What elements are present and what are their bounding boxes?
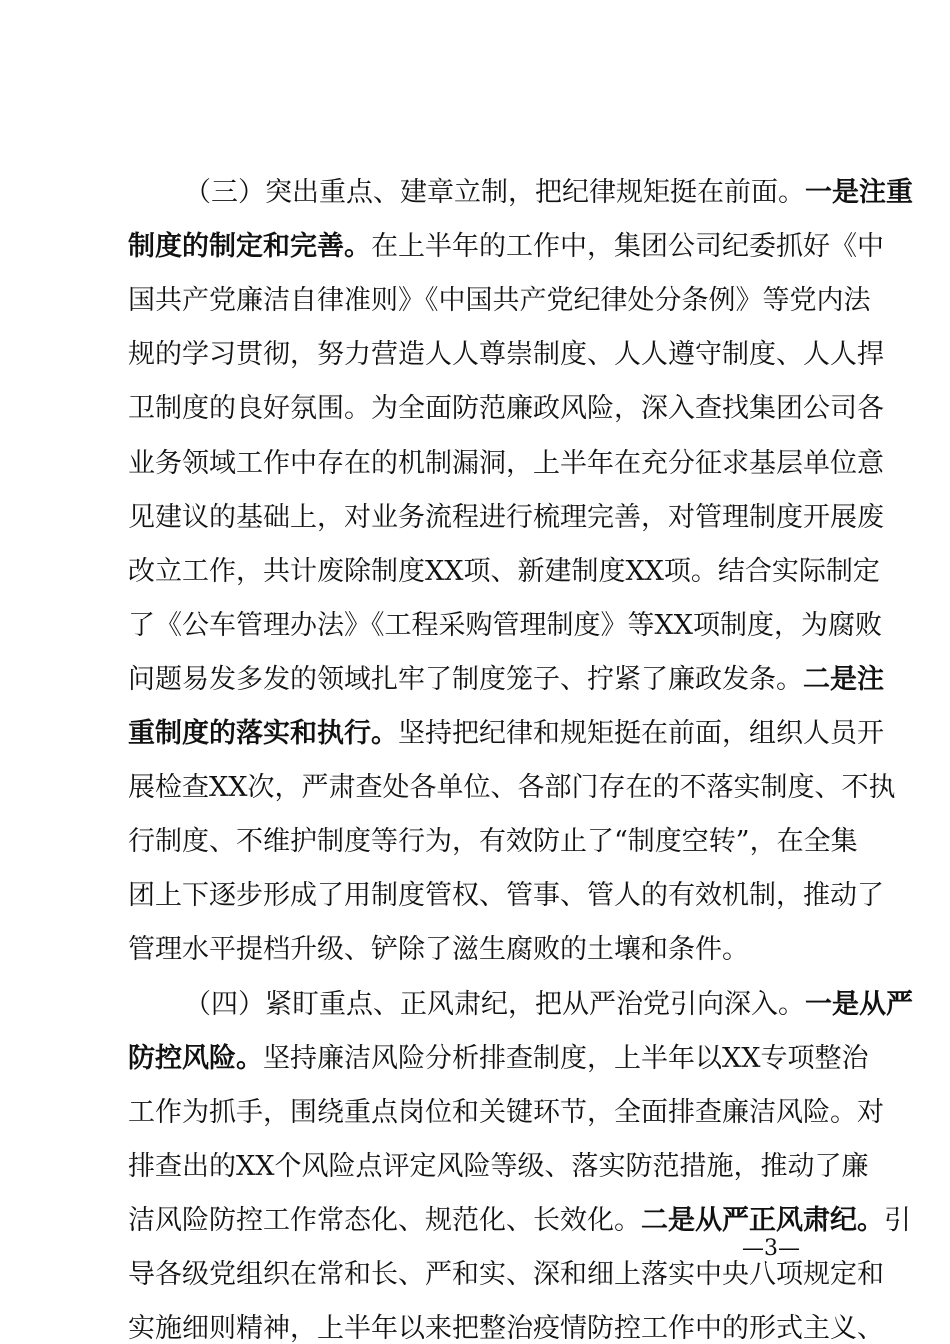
text-line	[128, 935, 834, 965]
bold-text-segment: 重制度的落实和执行。	[128, 718, 398, 749]
text-segment: 国共产党廉洁自律准则》《中国共产党纪律处分条例》等党内法	[128, 285, 871, 317]
bold-text-segment: 制度的制定和完善。	[128, 231, 371, 263]
text-line	[128, 826, 858, 858]
text-segment: 坚持把纪律和规矩挺在前面，组织人员开	[398, 718, 884, 749]
text-segment: 管理水平提档升级、铲除了滋生腐败的土壤和条件。	[128, 934, 749, 966]
text-segment: （三）突出重点、建章立制，把纪律规矩挺在前面。	[184, 177, 805, 208]
text-line	[128, 772, 896, 804]
text-segment: 卫制度的良好氛围。为全面防范廉政风险，深入查找集团公司各	[128, 393, 884, 425]
text-segment: 展检查XX次，严肃查处各单位、各部门存在的不落实制度、不执	[128, 772, 896, 804]
text-line	[128, 447, 884, 479]
text-segment: 问题易发多发的领域扎牢了制度笼子、拧紧了廉政发条。	[128, 663, 803, 695]
text-line	[128, 880, 884, 912]
text-segment: 了《公车管理办法》《工程采购管理制度》等XX项制度，为腐败	[128, 609, 882, 641]
text-segment: 导各级党组织在常和长、严和实、深和细上落实中央八项规定和	[128, 1259, 884, 1290]
bold-text-segment: 一是从严	[805, 988, 913, 1020]
paragraph-first-line	[184, 988, 913, 1020]
text-segment: 团上下逐步形成了用制度管权、管事、管人的有效机制，推动了	[128, 880, 884, 912]
text-line	[128, 1204, 911, 1236]
text-segment: 坚持廉洁风险分析排查制度，上半年以XX专项整治	[263, 1042, 869, 1074]
text-line	[128, 1259, 884, 1290]
text-line	[128, 663, 884, 695]
text-segment: 排查出的XX个风险点评定风险等级、落实防范措施，推动了廉	[128, 1150, 869, 1182]
text-segment: 改立工作，共计废除制度XX项、新建制度XX项。结合实际制定	[128, 555, 880, 587]
text-segment: 引	[884, 1204, 911, 1236]
text-segment: （四）紧盯重点、正风肃纪，把从严治党引向深入。	[184, 988, 805, 1020]
text-segment: 实施细则精神，上半年以来把整治疫情防控工作中的形式主义、	[128, 1313, 884, 1344]
bold-text-segment: 一是注重	[805, 177, 913, 208]
bold-text-segment: 二是注	[803, 663, 884, 695]
text-line	[128, 285, 871, 317]
text-line	[128, 1096, 884, 1128]
bold-text-segment: 二是从严正风肃纪。	[641, 1204, 884, 1236]
text-line	[128, 339, 884, 371]
text-line	[128, 1150, 869, 1182]
bold-text-segment: 防控风险。	[128, 1042, 263, 1074]
text-segment: 规的学习贯彻，努力营造人人尊崇制度、人人遵守制度、人人捍	[128, 339, 884, 371]
text-line	[128, 1042, 869, 1074]
text-segment: 洁风险防控工作常态化、规范化、长效化。	[128, 1204, 641, 1236]
page-number: —3—	[742, 1236, 800, 1261]
paragraph-first-line	[184, 177, 913, 208]
text-segment: 业务领域工作中存在的机制漏洞，上半年在充分征求基层单位意	[128, 447, 884, 479]
text-segment: 见建议的基础上，对业务流程进行梳理完善，对管理制度开展废	[128, 501, 884, 533]
text-line	[128, 718, 884, 749]
text-line	[128, 555, 880, 587]
text-segment: 在上半年的工作中，集团公司纪委抓好《中	[371, 231, 884, 263]
text-line	[128, 501, 884, 533]
text-line	[128, 231, 884, 263]
text-segment: 工作为抓手，围绕重点岗位和关键环节，全面排查廉洁风险。对	[128, 1096, 884, 1128]
text-line	[128, 609, 882, 641]
text-line	[128, 393, 884, 425]
text-segment: 行制度、不维护制度等行为，有效防止了“制度空转”，在全集	[128, 826, 858, 858]
text-line	[128, 1313, 884, 1344]
